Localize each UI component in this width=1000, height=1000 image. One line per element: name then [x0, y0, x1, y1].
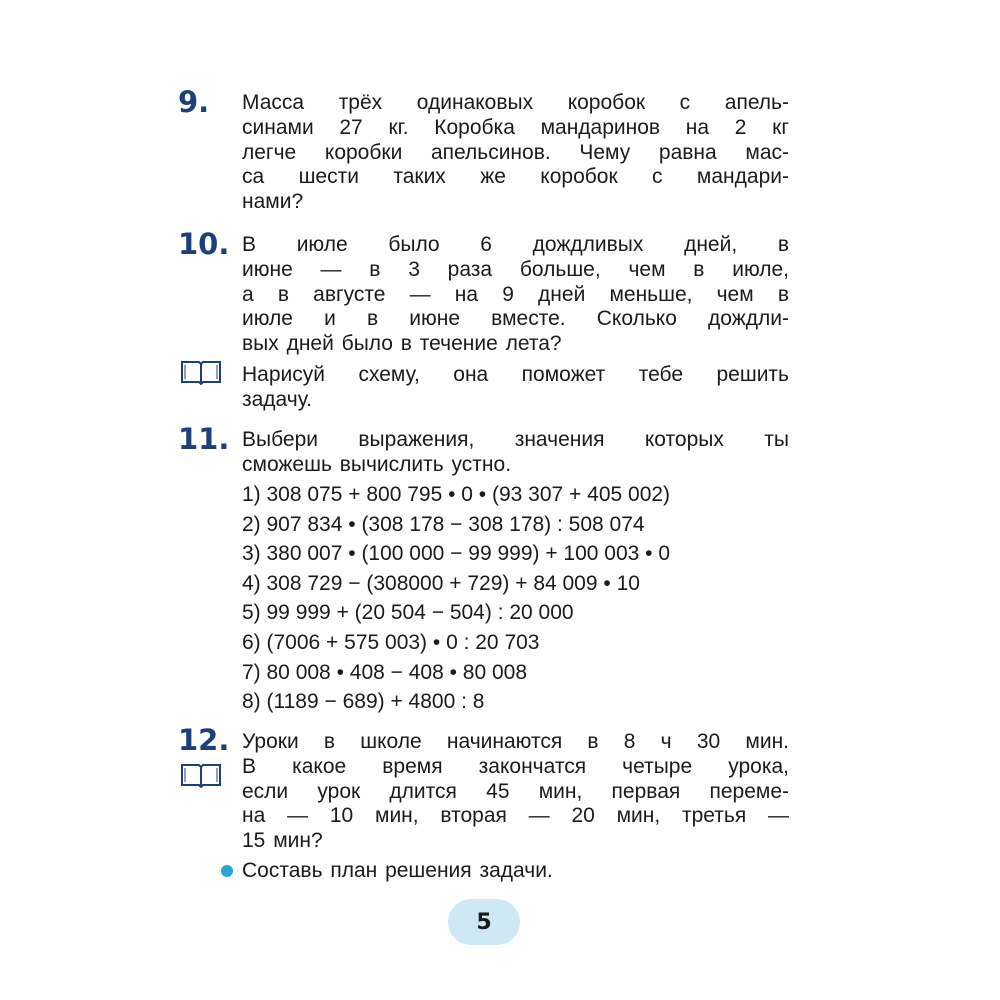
expression-item: 5) 99 999 + (20 504 − 504) : 20 000 — [242, 601, 574, 625]
text-line: легче коробки апельсинов. Чему равна мас- — [242, 140, 789, 164]
task-number: 9. — [178, 85, 210, 119]
text-line: июле и в июне вместе. Сколько дождли- — [242, 307, 789, 331]
text-line: 15 мин? — [242, 829, 323, 853]
hint-text — [242, 363, 789, 413]
text-line: на — 10 мин, вторая — 20 мин, третья — — [242, 804, 789, 828]
text-line: В июле было 6 дождливых дней, в — [242, 233, 789, 256]
text-line: Масса трёх одинаковых коробок с апель- — [242, 91, 789, 114]
text-line: если урок длится 45 мин, первая переме- — [242, 779, 789, 803]
text-line: синами 27 кг. Коробка мандаринов на 2 кг — [242, 115, 789, 139]
text-line: июне — в 3 раза больше, чем в июле, — [242, 257, 789, 281]
bullet-text — [242, 859, 789, 884]
expression-item: 7) 80 008 • 408 − 408 • 80 008 — [242, 660, 528, 684]
task-text — [242, 428, 789, 478]
open-book-icon — [180, 762, 222, 788]
page-number: 5 — [448, 899, 520, 945]
bullet-marker — [221, 865, 233, 877]
task-number: 12. — [178, 723, 230, 757]
text-line: нами? — [242, 190, 304, 214]
task-number: 11. — [178, 422, 230, 456]
task-text — [242, 233, 789, 357]
text-line: Нарисуй схему, она поможет тебе решить — [242, 363, 789, 386]
task-text — [242, 730, 789, 854]
expression-item: 2) 907 834 • (308 178 − 308 178) : 508 074 — [242, 512, 645, 536]
expression-item: 6) (7006 + 575 003) • 0 : 20 703 — [242, 630, 540, 654]
task-text — [242, 91, 789, 215]
text-line: а в августе — на 9 дней меньше, чем в — [242, 282, 789, 306]
text-line: задачу. — [242, 387, 312, 411]
expression-item: 3) 380 007 • (100 000 − 99 999) + 100 003 • 0 — [242, 542, 671, 566]
expression-item: 4) 308 729 − (308000 + 729) + 84 009 • 10 — [242, 571, 640, 595]
text-line: В какое время закончатся четыре урока, — [242, 754, 789, 778]
text-line: Выбери выражения, значения которых ты — [242, 428, 789, 451]
expression-item: 8) (1189 − 689) + 4800 : 8 — [242, 690, 485, 714]
text-line: Уроки в школе начинаются в 8 ч 30 мин. — [242, 730, 789, 753]
text-line: са шести таких же коробок с мандари- — [242, 165, 789, 189]
open-book-icon — [180, 359, 222, 385]
expression-list — [242, 480, 802, 717]
expression-item: 1) 308 075 + 800 795 • 0 • (93 307 + 405 002) — [242, 483, 671, 506]
text-line: Составь план решения задачи. — [242, 859, 553, 882]
task-number: 10. — [178, 227, 230, 261]
text-line: сможешь вычислить устно. — [242, 452, 512, 476]
text-line: вых дней было в течение лета? — [242, 332, 562, 356]
